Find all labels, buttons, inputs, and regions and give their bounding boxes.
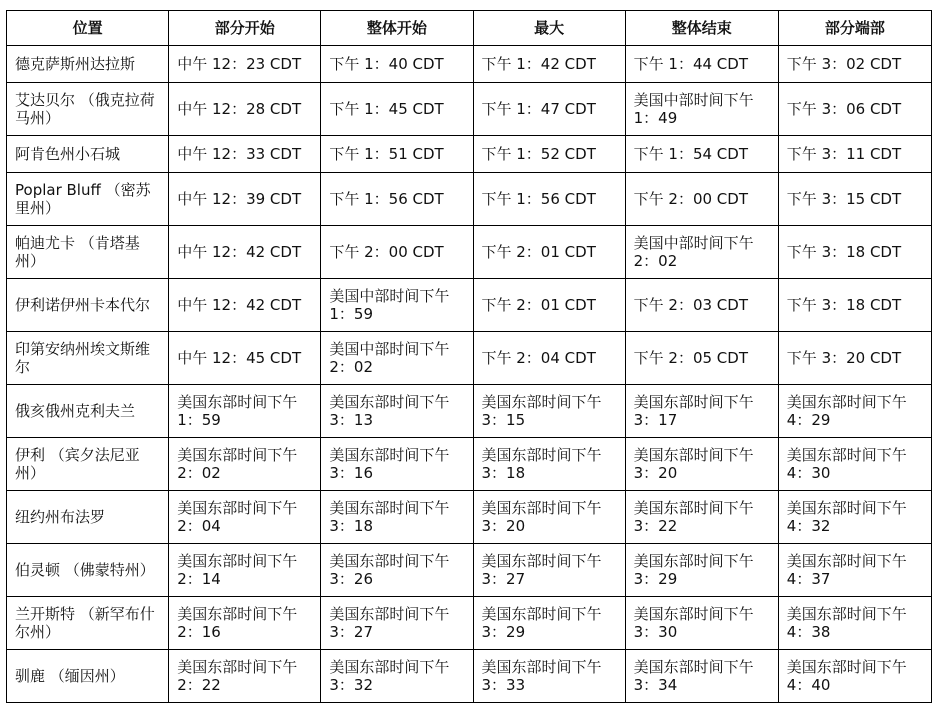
cell-location: 伊利 （宾夕法尼亚州）	[7, 438, 169, 491]
cell-total-begin: 美国东部时间下午 3：32	[321, 650, 473, 703]
cell-partial-end: 美国东部时间下午 4：29	[778, 385, 931, 438]
cell-partial-begin: 美国东部时间下午 2：02	[169, 438, 321, 491]
cell-total-end: 美国东部时间下午 3：34	[625, 650, 778, 703]
cell-partial-end: 下午 3：15 CDT	[778, 173, 931, 226]
header-maximum: 最大	[473, 11, 625, 46]
cell-partial-begin: 美国东部时间下午 2：16	[169, 597, 321, 650]
cell-total-begin: 美国东部时间下午 3：26	[321, 544, 473, 597]
table-row	[7, 279, 932, 332]
cell-partial-end: 美国东部时间下午 4：38	[778, 597, 931, 650]
cell-maximum: 下午 2：01 CDT	[473, 279, 625, 332]
cell-location: 帕迪尤卡 （肯塔基州）	[7, 226, 169, 279]
cell-maximum: 下午 1：52 CDT	[473, 136, 625, 173]
cell-total-end: 下午 1：44 CDT	[625, 46, 778, 83]
cell-total-end: 下午 2：05 CDT	[625, 332, 778, 385]
cell-maximum: 美国东部时间下午 3：20	[473, 491, 625, 544]
cell-partial-begin: 美国东部时间下午 2：04	[169, 491, 321, 544]
cell-partial-end: 下午 3：02 CDT	[778, 46, 931, 83]
cell-location: 艾达贝尔 （俄克拉荷马州）	[7, 83, 169, 136]
cell-maximum: 美国东部时间下午 3：18	[473, 438, 625, 491]
cell-maximum: 下午 1：47 CDT	[473, 83, 625, 136]
cell-total-end: 美国东部时间下午 3：30	[625, 597, 778, 650]
cell-location: 俄亥俄州克利夫兰	[7, 385, 169, 438]
header-total-end: 整体结束	[625, 11, 778, 46]
header-partial-begin: 部分开始	[169, 11, 321, 46]
table-row	[7, 46, 932, 83]
table-row	[7, 136, 932, 173]
cell-location: 伊利诺伊州卡本代尔	[7, 279, 169, 332]
cell-partial-end: 下午 3：06 CDT	[778, 83, 931, 136]
cell-total-end: 下午 1：54 CDT	[625, 136, 778, 173]
cell-location: 纽约州布法罗	[7, 491, 169, 544]
table-row	[7, 226, 932, 279]
table-row	[7, 650, 932, 703]
table-row	[7, 385, 932, 438]
cell-location: 印第安纳州埃文斯维尔	[7, 332, 169, 385]
cell-total-end: 美国中部时间下午 1：49	[625, 83, 778, 136]
cell-total-begin: 下午 1：40 CDT	[321, 46, 473, 83]
cell-partial-end: 美国东部时间下午 4：30	[778, 438, 931, 491]
cell-partial-begin: 中午 12：39 CDT	[169, 173, 321, 226]
cell-total-end: 美国中部时间下午 2：02	[625, 226, 778, 279]
cell-partial-begin: 美国东部时间下午 1：59	[169, 385, 321, 438]
cell-location: 阿肯色州小石城	[7, 136, 169, 173]
cell-partial-begin: 美国东部时间下午 2：22	[169, 650, 321, 703]
cell-total-begin: 美国中部时间下午 1：59	[321, 279, 473, 332]
cell-total-end: 美国东部时间下午 3：22	[625, 491, 778, 544]
eclipse-times-table	[6, 10, 932, 703]
cell-partial-begin: 中午 12：42 CDT	[169, 279, 321, 332]
cell-partial-end: 美国东部时间下午 4：40	[778, 650, 931, 703]
header-total-begin: 整体开始	[321, 11, 473, 46]
table-header	[7, 11, 932, 46]
cell-total-begin: 下午 1：51 CDT	[321, 136, 473, 173]
cell-total-end: 美国东部时间下午 3：17	[625, 385, 778, 438]
cell-total-begin: 下午 2：00 CDT	[321, 226, 473, 279]
cell-total-begin: 美国东部时间下午 3：16	[321, 438, 473, 491]
cell-partial-begin: 中午 12：23 CDT	[169, 46, 321, 83]
cell-total-begin: 美国中部时间下午 2：02	[321, 332, 473, 385]
cell-total-begin: 美国东部时间下午 3：13	[321, 385, 473, 438]
cell-maximum: 美国东部时间下午 3：15	[473, 385, 625, 438]
cell-maximum: 美国东部时间下午 3：29	[473, 597, 625, 650]
table-row	[7, 438, 932, 491]
header-row	[7, 11, 932, 46]
table-body	[7, 46, 932, 703]
table-row	[7, 491, 932, 544]
cell-total-begin: 下午 1：56 CDT	[321, 173, 473, 226]
cell-partial-end: 美国东部时间下午 4：32	[778, 491, 931, 544]
cell-location: 驯鹿 （缅因州）	[7, 650, 169, 703]
cell-total-end: 美国东部时间下午 3：29	[625, 544, 778, 597]
cell-location: 德克萨斯州达拉斯	[7, 46, 169, 83]
cell-location: 兰开斯特 （新罕布什尔州）	[7, 597, 169, 650]
cell-total-begin: 下午 1：45 CDT	[321, 83, 473, 136]
cell-partial-end: 美国东部时间下午 4：37	[778, 544, 931, 597]
table-row	[7, 332, 932, 385]
cell-maximum: 下午 1：56 CDT	[473, 173, 625, 226]
cell-partial-end: 下午 3：11 CDT	[778, 136, 931, 173]
cell-maximum: 美国东部时间下午 3：27	[473, 544, 625, 597]
cell-partial-end: 下午 3：20 CDT	[778, 332, 931, 385]
table-row	[7, 83, 932, 136]
cell-partial-begin: 中午 12：28 CDT	[169, 83, 321, 136]
cell-partial-begin: 中午 12：45 CDT	[169, 332, 321, 385]
cell-total-begin: 美国东部时间下午 3：27	[321, 597, 473, 650]
table-row	[7, 173, 932, 226]
cell-location: 伯灵顿 （佛蒙特州）	[7, 544, 169, 597]
cell-partial-begin: 中午 12：42 CDT	[169, 226, 321, 279]
cell-total-end: 下午 2：00 CDT	[625, 173, 778, 226]
cell-maximum: 美国东部时间下午 3：33	[473, 650, 625, 703]
cell-maximum: 下午 2：01 CDT	[473, 226, 625, 279]
table-row	[7, 544, 932, 597]
header-partial-end: 部分端部	[778, 11, 931, 46]
header-location: 位置	[7, 11, 169, 46]
cell-partial-begin: 中午 12：33 CDT	[169, 136, 321, 173]
cell-total-end: 美国东部时间下午 3：20	[625, 438, 778, 491]
cell-maximum: 下午 1：42 CDT	[473, 46, 625, 83]
cell-partial-end: 下午 3：18 CDT	[778, 226, 931, 279]
table-row	[7, 597, 932, 650]
cell-partial-end: 下午 3：18 CDT	[778, 279, 931, 332]
cell-location: Poplar Bluff （密苏里州）	[7, 173, 169, 226]
cell-partial-begin: 美国东部时间下午 2：14	[169, 544, 321, 597]
cell-total-begin: 美国东部时间下午 3：18	[321, 491, 473, 544]
cell-maximum: 下午 2：04 CDT	[473, 332, 625, 385]
cell-total-end: 下午 2：03 CDT	[625, 279, 778, 332]
